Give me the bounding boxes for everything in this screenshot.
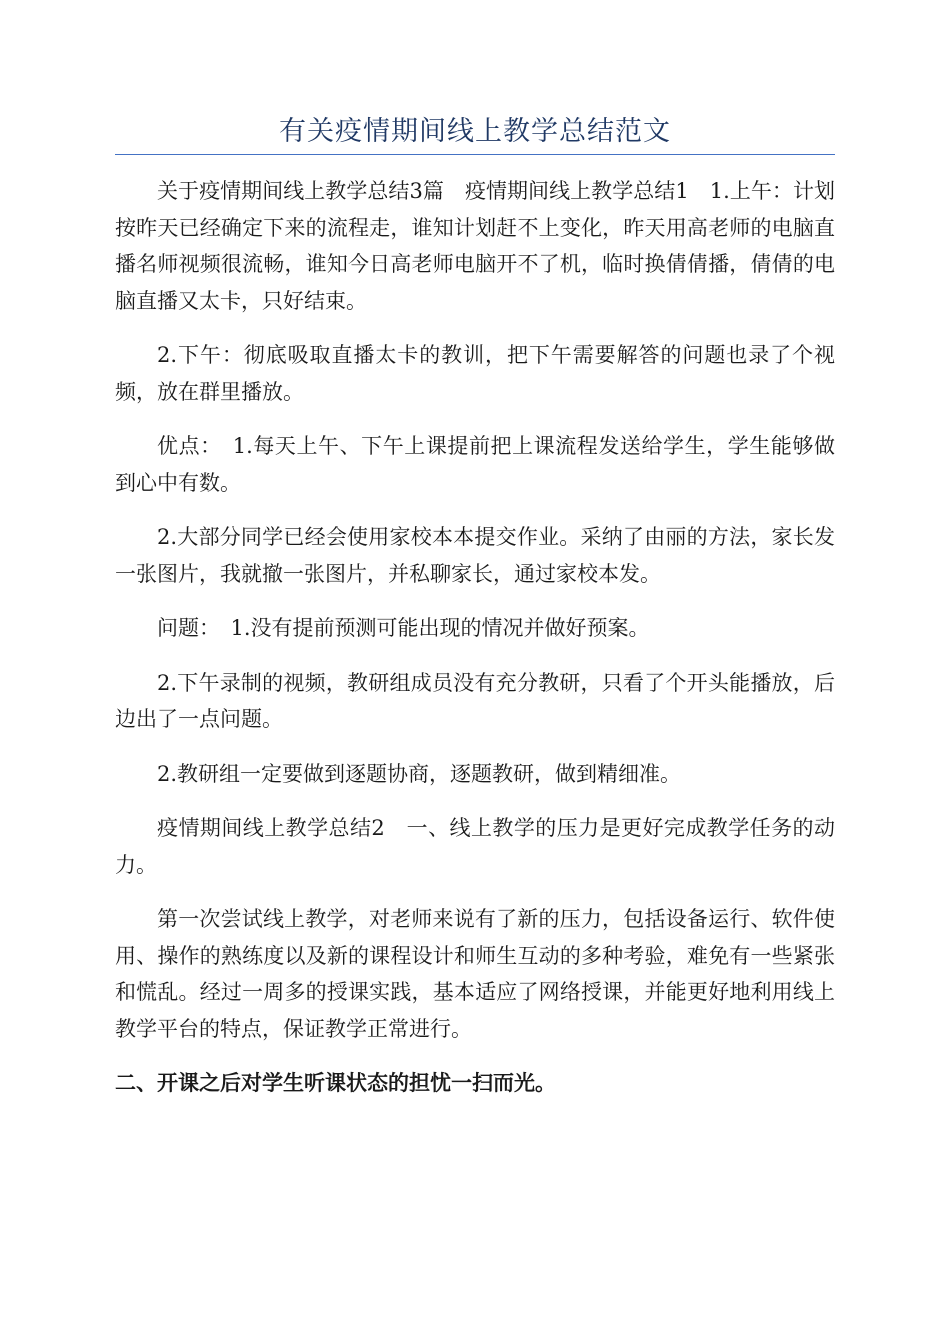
document-title: 有关疫情期间线上教学总结范文	[279, 116, 671, 147]
document-body	[115, 173, 835, 1102]
paragraph-9: 第一次尝试线上教学，对老师来说有了新的压力，包括设备运行、软件使用、操作的熟练度以及新的课程设计和师生互动的多种考验，难免有一些紧张和慌乱。经过一周多的授课实践，基本适应了网络授课，并能更好地利用线上教学平台的特点，保证教学正常进行。	[115, 907, 835, 1041]
paragraph-2: 2.下午：彻底吸取直播太卡的教训，把下午需要解答的问题也录了个视频，放在群里播放。	[115, 343, 835, 404]
paragraph-4: 2.大部分同学已经会使用家校本本提交作业。采纳了由丽的方法，家长发一张图片，我就撤一张图片，并私聊家长，通过家校本发。	[115, 525, 835, 586]
section-heading: 二、开课之后对学生听课状态的担忧一扫而光。	[115, 1071, 556, 1095]
paragraph-6: 2.下午录制的视频，教研组成员没有充分教研，只看了个开头能播放，后边出了一点问题。	[115, 670, 835, 731]
paragraph-3: 优点： 1.每天上午、下午上课提前把上课流程发送给学生，学生能够做到心中有数。	[115, 434, 835, 495]
paragraph-1: 关于疫情期间线上教学总结3篇 疫情期间线上教学总结1 1.上午：计划按昨天已经确定下来的流程走，谁知计划赶不上变化，昨天用高老师的电脑直播名师视频很流畅，谁知今日高老师电脑开不了机，临时换倩倩播，倩倩的电脑直播又太卡，只好结束。	[115, 179, 835, 313]
paragraph-8: 疫情期间线上教学总结2 一、线上教学的压力是更好完成教学任务的动力。	[115, 816, 835, 877]
paragraph-7: 2.教研组一定要做到逐题协商，逐题教研，做到精细准。	[157, 761, 682, 786]
title-underline	[115, 154, 835, 155]
paragraph-5: 问题： 1.没有提前预测可能出现的情况并做好预案。	[157, 616, 650, 640]
